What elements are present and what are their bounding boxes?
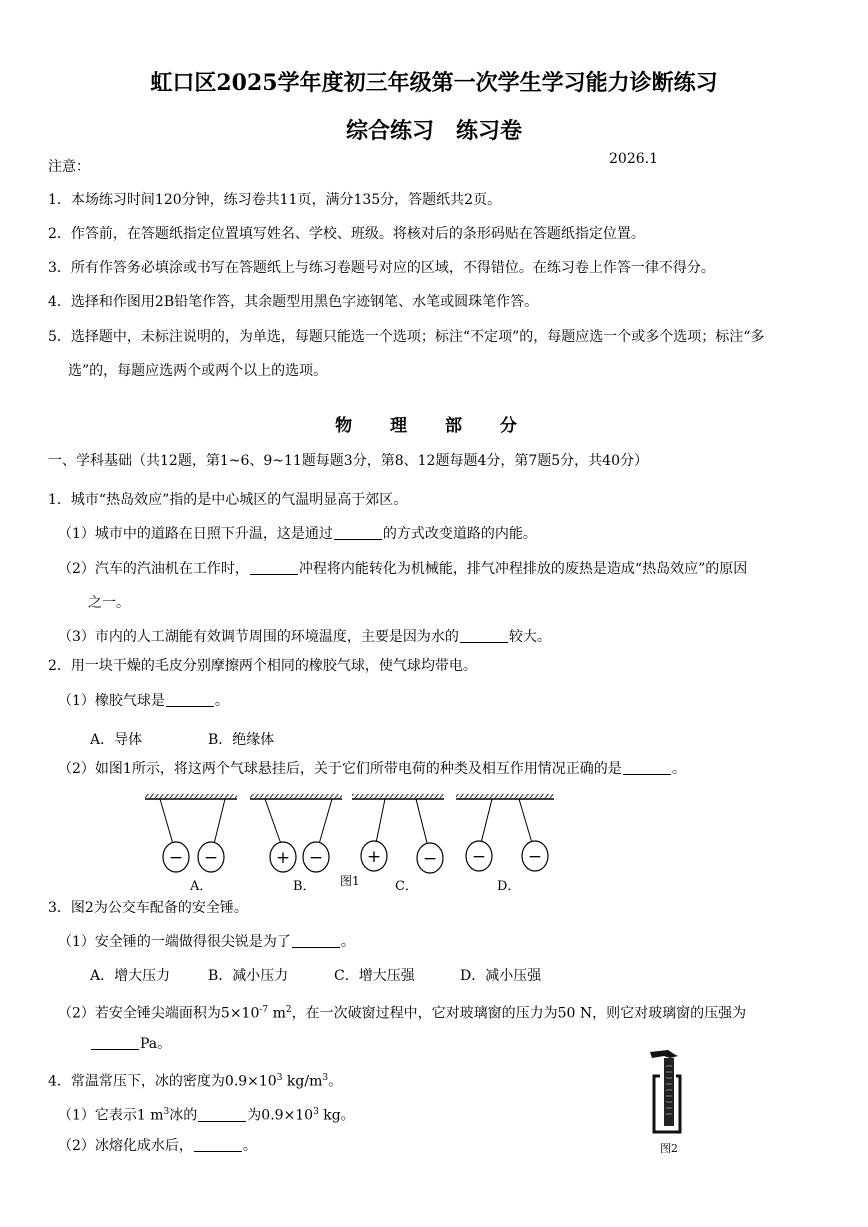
q4-part1-text-a: （1）它表示1 m (58, 1107, 164, 1124)
q3-part1-text-a: （1）安全锤的一端做得很尖锐是为了 (58, 934, 291, 950)
q1-part1-text-b: 的方式改变道路的内能。 (382, 526, 537, 542)
q1-stem: 1．城市“热岛效应”指的是中心城区的气温明显高于郊区。 (48, 492, 408, 508)
q3-option-b[interactable]: B．减小压力 (208, 968, 289, 984)
figure-option-label-a: A． (190, 879, 213, 894)
q1-part2-text-b: 冲程将内能转化为机械能，排气冲程排放的废热是造成“热岛效应”的原因 (298, 561, 748, 577)
answer-blank[interactable] (198, 1107, 246, 1122)
q1-part2-cont: 之一。 (88, 595, 130, 611)
answer-blank[interactable] (623, 760, 671, 775)
string (319, 799, 332, 844)
charge-sign: + (275, 848, 291, 868)
q4-stem-text-c: 。 (328, 1073, 343, 1090)
q1-part1-text-a: （1）城市中的道路在日照下升温，这是通过 (58, 526, 333, 542)
string (519, 799, 532, 843)
q1-part3-text-a: （3）市内的人工湖能有效调节周围的环境温度，主要是因为水的 (58, 629, 459, 645)
figure-2-safety-hammer (640, 1046, 700, 1158)
q3-part2-text-d: Pa。 (140, 1036, 172, 1052)
note-item-1: 1．本场练习时间120分钟，练习卷共11页，满分135分，答题纸共2页。 (48, 192, 502, 208)
figure-1-balloons (140, 792, 560, 894)
q3-option-c[interactable]: C．增大压强 (334, 968, 415, 984)
figure-1-caption: 图1 (340, 874, 360, 888)
q3-part2 (58, 1001, 746, 1023)
charge-sign: − (422, 849, 438, 869)
note-item-2: 2．作答前，在答题纸指定位置填写姓名、学校、班级。将核对后的条形码贴在答题纸指定位置。 (48, 226, 645, 242)
q3-part2-text-a: （2）若安全锤尖端面积为5×10 (58, 1005, 260, 1022)
q1-part3-text-b: 较大。 (508, 629, 551, 645)
q4-part1-exponent: 3 (163, 1107, 170, 1117)
answer-blank[interactable] (250, 560, 298, 575)
q4-stem-exponent: 3 (276, 1073, 283, 1083)
exam-date: 2026.1 (609, 151, 658, 167)
q4-stem-unit: kg/m (282, 1073, 323, 1090)
q2-part2 (58, 760, 686, 778)
q2-part1-text-b: 。 (214, 693, 229, 709)
q1-part1 (58, 525, 537, 543)
q2-part2-text-a: （2）如图1所示，将这两个气球悬挂后，关于它们所带电荷的种类及相互作用情况正确的是 (58, 761, 622, 777)
q4-part1-exponent-2: 3 (313, 1107, 319, 1117)
q4-part1-text-b: 冰的 (169, 1107, 198, 1124)
note-item-4: 4．选择和作图用2B铅笔作答，其余题型用黑色字迹钢笔、水笔或圆珠笔作答。 (48, 294, 539, 310)
charge-sign: − (168, 848, 184, 868)
charge-sign: + (366, 847, 382, 867)
q2-option-b[interactable]: B．绝缘体 (208, 732, 275, 748)
q1-part2-text-a: （2）汽车的汽油机在工作时， (58, 561, 249, 577)
charge-sign: − (308, 848, 324, 868)
q3-exponent: -7 (259, 1005, 269, 1015)
q4-part1 (58, 1103, 355, 1125)
figure-2-caption: 图2 (660, 1142, 678, 1155)
string (416, 799, 427, 843)
part1-heading: 一、学科基础（共12题，第1~6、9~11题每题3分，第8、12题每题4分，第7题5分，共40分） (48, 453, 648, 469)
charge-sign: − (203, 848, 219, 868)
answer-blank[interactable] (292, 933, 340, 948)
q2-options (90, 731, 274, 749)
q3-part2-cont (90, 1035, 171, 1053)
ceiling-a (145, 794, 237, 799)
section-title: 物 理 部 分 (335, 416, 533, 436)
q3-options (90, 967, 541, 985)
q3-part2-text-c: ，在一次破窗过程中，它对玻璃窗的压力为50 N，则它对玻璃窗的压强为 (291, 1005, 747, 1022)
ceiling-d (456, 794, 554, 799)
q2-part1-text-a: （1）橡胶气球是 (58, 693, 165, 709)
q4-part2 (58, 1137, 257, 1155)
figure-option-label-c: C． (395, 879, 418, 894)
string (481, 799, 492, 843)
answer-blank[interactable] (166, 692, 214, 707)
q3-unit-exponent: 2 (285, 1005, 292, 1015)
note-item-3: 3．所有作答务必填涂或书写在答题纸上与练习卷题号对应的区域，不得错位。在练习卷上作答一律不得分。 (48, 260, 715, 276)
q3-option-d[interactable]: D．减小压强 (460, 968, 542, 984)
q1-part2 (58, 560, 747, 578)
q2-option-a[interactable]: A．导体 (90, 732, 143, 748)
note-item-5: 5．选择题中，未标注说明的，为单选，每题只能选一个选项；标注“不定项”的，每题应选一个或多个选项；标注“多 (48, 329, 765, 345)
figure-option-label-d: D． (497, 879, 521, 894)
answer-blank[interactable] (91, 1035, 139, 1050)
charge-sign: − (471, 847, 487, 867)
q4-part2-text-a: （2）冰熔化成水后， (58, 1138, 193, 1154)
answer-blank[interactable] (194, 1137, 242, 1152)
charge-sign: − (527, 847, 543, 867)
page-subtitle: 综合练习 练习卷 (345, 118, 522, 144)
q3-part1 (58, 933, 355, 951)
q2-part2-text-b: 。 (671, 761, 686, 777)
safety-hammer-icon (650, 1050, 680, 1132)
notes-label: 注意： (48, 159, 90, 175)
q3-option-a[interactable]: A．增大压力 (90, 968, 171, 984)
page-title: 虹口区2025学年度初三年级第一次学生学习能力诊断练习 (150, 70, 718, 96)
string (214, 799, 225, 844)
ceiling-b (250, 794, 342, 799)
string (160, 799, 173, 844)
q2-part1 (58, 692, 229, 710)
q3-part2-unit: m (268, 1005, 286, 1022)
q3-stem: 3．图2为公交车配备的安全锤。 (48, 900, 248, 916)
q4-part1-text-c: 为0.9×10 (247, 1107, 314, 1124)
string (376, 799, 385, 843)
q4-stem-text-a: 4．常温常压下，冰的密度为0.9×10 (48, 1073, 277, 1090)
string (265, 799, 281, 844)
q3-part1-text-b: 。 (340, 934, 355, 950)
q2-stem: 2．用一块干燥的毛皮分别摩擦两个相同的橡胶气球，使气球均带电。 (48, 658, 477, 674)
answer-blank[interactable] (460, 628, 508, 643)
q4-stem-unit-exponent: 3 (322, 1073, 329, 1083)
q1-part3 (58, 628, 551, 646)
figure-option-label-b: B． (293, 879, 316, 894)
answer-blank[interactable] (334, 525, 382, 540)
ceiling-c (352, 794, 444, 799)
q4-stem (48, 1069, 342, 1091)
note-item-5-cont: 选”的，每题应选两个或两个以上的选项。 (68, 363, 328, 379)
q4-part1-text-d: kg。 (318, 1107, 355, 1124)
q4-part2-text-b: 。 (242, 1138, 257, 1154)
